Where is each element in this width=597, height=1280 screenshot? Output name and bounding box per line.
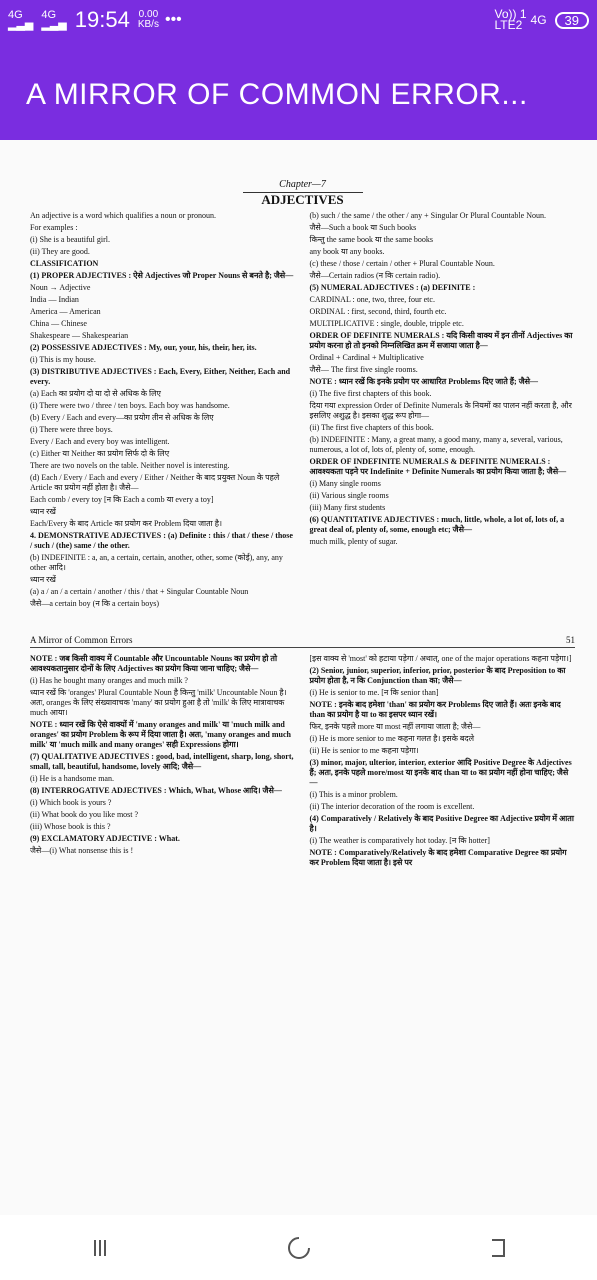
text-line: जैसे—(i) What nonsense this is ! — [30, 846, 134, 855]
battery-icon: 39 — [555, 12, 589, 29]
signal-icon-2: 4G ▂▃▅ — [41, 9, 67, 31]
right-column-2 — [310, 654, 576, 870]
text-line: ORDER OF DEFINITE NUMERALS : यदि किसी वाक्य में इन तीनों Adjectives का प्रयोग करना हो तो इनको निम्नलिखित क्रम में सजाया जाता है— — [309, 331, 573, 350]
home-icon — [286, 1235, 312, 1261]
text-line: (i) He is a handsome man. — [30, 774, 114, 783]
text-line: (ii) The interior decoration of the room is excellent. — [309, 802, 475, 811]
text-line: किन्तु the same book या the same books — [309, 235, 433, 244]
text-line: 4. DEMONSTRATIVE ADJECTIVES : (a) Definite : this / that / these / those / such / (the) same / the other. — [30, 531, 293, 550]
text-line: (iii) Whose book is this ? — [30, 822, 111, 831]
text-line: Each comb / every toy [न कि Each a comb या every a toy] — [30, 495, 214, 504]
more-notifications-icon: ••• — [164, 11, 182, 28]
text-line: Every / Each and every boy was intelligent. — [30, 437, 170, 446]
text-line: NOTE : ध्यान रखें कि इनके प्रयोग पर आधारित Problems दिए जाते हैं; जैसे— — [309, 377, 539, 386]
text-line: NOTE : Comparatively/Relatively के बाद हमेशा Comparative Degree का प्रयोग कर Problem दिया जाता है। इसे पर — [309, 848, 567, 867]
network-speed: 0.00 KB/s — [137, 9, 159, 30]
text-line: (c) Either या Neither का प्रयोग सिर्फ दो के लिए — [30, 449, 170, 458]
text-line: Shakespeare — Shakespearian — [30, 331, 129, 340]
home-button[interactable] — [279, 1228, 319, 1268]
text-line: (b) INDEFINITE : a, an, a certain, certain, another, other, some (कोई), any, any other आदि। — [30, 553, 283, 572]
menu-icon — [89, 1238, 111, 1258]
document-viewer[interactable] — [0, 140, 597, 1215]
text-line: For examples : — [30, 223, 78, 232]
text-line: (b) Every / Each and every—का प्रयोग तीन से अधिक के लिए — [30, 413, 214, 422]
text-line: CARDINAL : one, two, three, four etc. — [309, 295, 435, 304]
text-line: (c) these / those / certain / other + Plural Countable Noun. — [309, 259, 495, 268]
text-line: much milk, plenty of sugar. — [309, 537, 398, 546]
text-line: India — Indian — [30, 295, 79, 304]
network-type: 4G — [530, 12, 547, 27]
page-number: 51 — [566, 635, 575, 645]
app-bar-title: A MIRROR OF COMMON ERROR... — [0, 40, 597, 140]
text-line: (b) INDEFINITE : Many, a great many, a good many, many a, several, various, numerous, a lot of, lots of, plenty of, some, enough. — [309, 435, 563, 454]
text-line: (ii) Various single rooms — [309, 491, 389, 500]
text-line: (4) Comparatively / Relatively के बाद Positive Degree का Adjective प्रयोग में आता है। — [309, 814, 574, 833]
text-line: (iii) Many first students — [309, 503, 386, 512]
signal-icon: 4G ▂▃▅ — [8, 9, 34, 31]
text-line: (b) such / the same / the other / any + Singular Or Plural Countable Noun. — [309, 211, 546, 220]
text-line: (8) INTERROGATIVE ADJECTIVES : Which, What, Whose आदि। जैसे— — [30, 786, 282, 795]
text-line: जैसे—Certain radios (न कि certain radio). — [309, 271, 441, 280]
text-line: (d) Each / Every / Each and every / Either / Neither के बाद प्रयुक्त Noun के पहले Article का प्रयोग नहीं होता है। जैसे— — [30, 473, 280, 492]
text-line: ORDINAL : first, second, third, fourth etc. — [309, 307, 447, 316]
text-line: (i) He is more senior to me कहना गलत है। इसके बदले — [309, 734, 475, 743]
text-line: NOTE : ध्यान रखें कि ऐसे वाक्यों में 'many oranges and milk' या 'much milk and oranges' का प्रयोग Problem के रूप में दिया जाता है। अतः, 'many oranges and much milk' या 'much milk and many oranges' सही Expressions होगा। — [30, 720, 291, 749]
text-line: There are two novels on the table. Neither novel is interesting. — [30, 461, 230, 470]
status-bar — [0, 0, 597, 40]
text-line: (2) POSSESSIVE ADJECTIVES : My, our, your, his, their, her, its. — [30, 343, 257, 352]
left-column — [30, 211, 296, 611]
text-line: (i) There were two / three / ten boys. Each boy was handsome. — [30, 401, 230, 410]
clock: 19:54 — [74, 7, 130, 32]
text-line: (i) This is a minor problem. — [309, 790, 398, 799]
text-line: (i) Which book is yours ? — [30, 798, 112, 807]
text-line: फिर, इनके पहले more या most नहीं लगाया जाता है; जैसे— — [309, 722, 481, 731]
navigation-bar — [0, 1215, 597, 1280]
text-line: (5) NUMERAL ADJECTIVES : (a) DEFINITE : — [309, 283, 476, 292]
text-line: China — Chinese — [30, 319, 87, 328]
text-line: ध्यान रखें — [30, 507, 56, 516]
text-line: (3) minor, major, ulterior, interior, exterior आदि Positive Degree के Adjectives हैं; अतः, इनके पहले more/most या इनके बाद than या to का प्रयोग नहीं होना चाहिए; जैसे— — [309, 758, 572, 787]
text-line: (i) Has he bought many oranges and much milk ? — [30, 676, 188, 685]
text-line: ORDER OF INDEFINITE NUMERALS & DEFINITE NUMERALS : आवश्यकता पड़ने पर Indefinite + Definite Numerals का प्रयोग किया जाता है; जैसे— — [309, 457, 567, 476]
text-line: America — American — [30, 307, 101, 316]
text-line: Each/Every के बाद Article का प्रयोग कर Problem दिया जाता है। — [30, 519, 223, 528]
text-line: (2) Senior, junior, superior, inferior, prior, posterior के बाद Preposition to का प्रयोग होता है, न कि Conjunction than का; जैसे— — [309, 666, 566, 685]
text-line: दिया गया expression Order of Definite Numerals के नियमों का पालन नहीं करता है, और इसलिए अशुद्ध है। इसका शुद्ध रूप होगा— — [309, 401, 572, 420]
text-line: (i) Many single rooms — [309, 479, 381, 488]
text-line: An adjective is a word which qualifies a noun or pronoun. — [30, 211, 216, 220]
back-icon — [486, 1236, 510, 1260]
text-line: Ordinal + Cardinal + Multiplicative — [309, 353, 424, 362]
page-footer — [30, 635, 575, 648]
text-line: (i) She is a beautiful girl. — [30, 235, 110, 244]
text-line: (3) DISTRIBUTIVE ADJECTIVES : Each, Every, Either, Neither, Each and every. — [30, 367, 291, 386]
text-line: (ii) The first five chapters of this book. — [309, 423, 434, 432]
text-line: जैसे—a certain boy (न कि a certain boys) — [30, 599, 160, 608]
text-line: (a) Each का प्रयोग दो या दो से अधिक के लिए — [30, 389, 161, 398]
text-line: ध्यान रखें कि 'oranges' Plural Countable Noun है किन्तु 'milk' Uncountable Noun है। अतः, oranges के लिए संख्यावाचक 'many' का प्रयोग हुआ है तो 'milk' के लिए मात्रावाचक much आया। — [30, 688, 287, 717]
text-line: NOTE : जब किसी वाक्य में Countable और Uncountable Nouns का प्रयोग हो तो आवश्यकतानुसार दोनों के लिए Adjectives का प्रयोग किया जाना चाहिए; जैसे— — [30, 654, 278, 673]
left-column-2 — [30, 654, 296, 870]
document-page — [30, 180, 575, 1200]
text-line: (ii) What book do you like most ? — [30, 810, 139, 819]
text-line: ध्यान रखें — [30, 575, 56, 584]
text-line: (i) The weather is comparatively hot today. [न कि hotter] — [309, 836, 490, 845]
chapter-title: ADJECTIVES — [243, 192, 363, 205]
text-line: (7) QUALITATIVE ADJECTIVES : good, bad, intelligent, sharp, long, short, small, tall, beautiful, handsome, lovely आदि; जैसे— — [30, 752, 294, 771]
recent-apps-button[interactable] — [80, 1228, 120, 1268]
text-line: (i) The five first chapters of this book. — [309, 389, 432, 398]
text-line: (9) EXCLAMATORY ADJECTIVE : What. — [30, 834, 180, 843]
text-line: (a) a / an / a certain / another / this / that + Singular Countable Noun — [30, 587, 249, 596]
text-line: (ii) They are good. — [30, 247, 90, 256]
text-line: [इस वाक्य से 'most' को हटाया पड़ेगा / अथात्, one of the major operations कहना पड़ेगा।] — [309, 654, 572, 663]
text-line: Noun → Adjective — [30, 283, 91, 292]
text-line: (6) QUANTITATIVE ADJECTIVES : much, little, whole, a lot of, lots of, a great deal of, plenty of, some, enough etc; जैसे— — [309, 515, 565, 534]
right-column — [310, 211, 576, 611]
text-line: जैसे—Such a book या Such books — [309, 223, 417, 232]
text-line: (ii) He is senior to me कहना पड़ेगा। — [309, 746, 419, 755]
text-line: MULTIPLICATIVE : single, double, tripple etc. — [309, 319, 464, 328]
text-line: (i) He is senior to me. [न कि senior than] — [309, 688, 439, 697]
text-line: (i) There were three boys. — [30, 425, 113, 434]
chapter-label: Chapter—7 — [279, 179, 326, 190]
text-line: (1) PROPER ADJECTIVES : ऐसे Adjectives जो Proper Nouns से बनते है; जैसे— — [30, 271, 294, 280]
text-line: CLASSIFICATION — [30, 259, 99, 268]
back-button[interactable] — [478, 1228, 518, 1268]
text-line: NOTE : इनके बाद हमेशा 'than' का प्रयोग कर Problems दिए जाते हैं। अतः इनके बाद than का प्रयोग है या to का इसपर ध्यान रखें। — [309, 700, 561, 719]
footer-book-title: A Mirror of Common Errors — [30, 635, 133, 645]
text-line: any book या any books. — [309, 247, 385, 256]
text-line: जैसे— The first five single rooms. — [309, 365, 418, 374]
text-line: (i) This is my house. — [30, 355, 96, 364]
volte-indicator: Vo)) 1 LTE2 — [494, 7, 527, 32]
